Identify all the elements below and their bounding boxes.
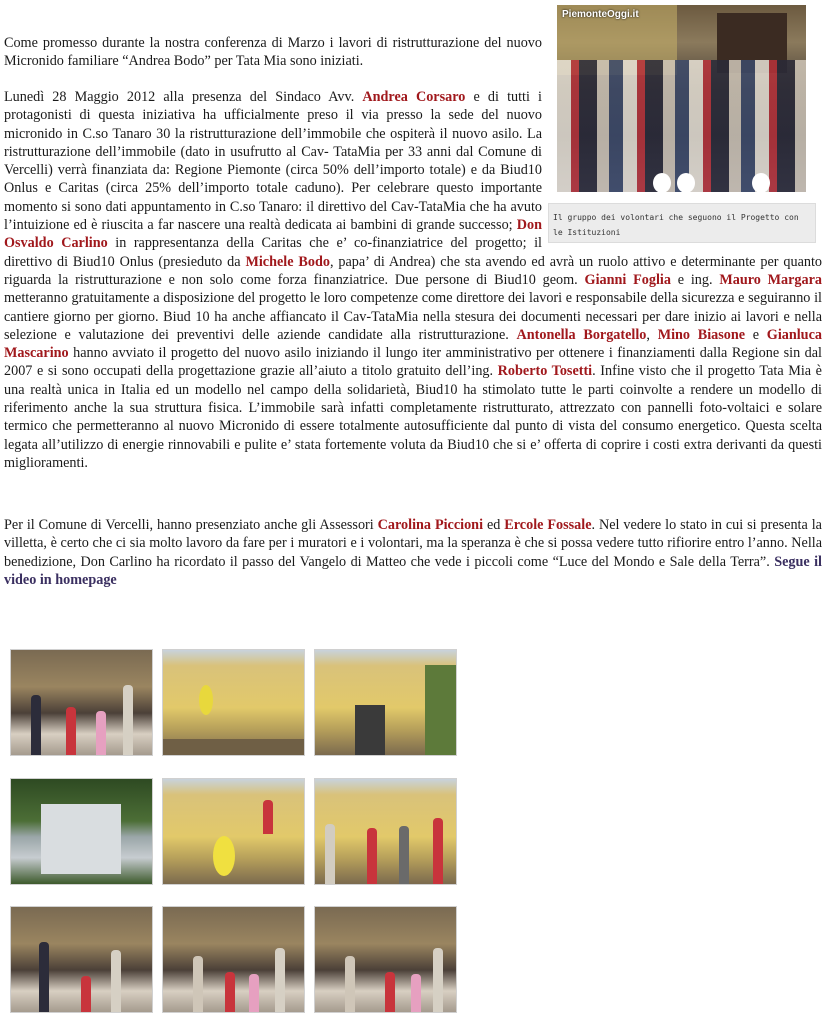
person-name: Gianni Foglia — [584, 271, 671, 288]
gallery-thumbnail[interactable] — [314, 778, 457, 885]
closing-paragraph: Per il Comune di Vercelli, hanno presenziato anche gli Assessori Carolina Piccioni ed Ercole Fossale. Nel vedere lo stato in cui si presenta la villetta, è certo che ci sia molto lavoro da fare per i muratori e i volontari, ma la speranza è che si possa vedere tutto rifiorire entro l’anno. Nella benedizione, Don Carlino ha ricordato il passo del Vangelo di Matteo che vede i piccoli come “Luce del Mondo e Sale della Terra”. Segue il video in homepage — [4, 517, 822, 588]
intro-paragraph: Come promesso durante la nostra conferenza di Marzo i lavori di ristrutturazione del nuovo Micronido familiare “Andrea Bodo” per Tata Mia sono iniziati. — [4, 35, 542, 70]
video-homepage-link[interactable]: Segue il video in homepage — [4, 553, 822, 588]
person-name: Antonella Borgatello — [516, 326, 647, 343]
person-name: Andrea Corsaro — [362, 89, 466, 105]
person-name: Ercole Fossale — [504, 517, 592, 533]
person-name: Gianluca Mascarino — [4, 326, 822, 362]
gallery-thumbnail[interactable] — [162, 649, 305, 756]
person-name: Mauro Margara — [719, 271, 823, 288]
gallery-thumbnail[interactable] — [314, 906, 457, 1013]
gallery-thumbnail[interactable] — [162, 778, 305, 885]
gallery-thumbnail[interactable] — [10, 649, 153, 756]
main-paragraph: Lunedì 28 Maggio 2012 alla presenza del Sindaco Avv. Andrea Corsaro e di tutti i protagonisti di questa iniziativa ha ufficialmente preso il via presso la sede del nuovo micronido in C.so Tanaro 30 la ristrutturazione dell’immobile che ospiterà il nuovo asilo. La ristrutturazione dell’immobile (dato in usufrutto al Cav- TataMia per 33 anni dal Comune di Vercelli) verrà finanziata da: Regione Piemonte (circa 50% dell’importo totale) e da Biud10 Onlus e Caritas (circa 25% dell’importo totale caduno). Per celebrare questo importante momento si sono dati appuntamento in C.so Tanaro: il direttivo del Cav-TataMia che ha avuto l’intuizione ed è riuscita a far nascere una realtà dedicata ai bambini di grande successo; Don Osvaldo Carlino in rappresentanza della Caritas che e’ co-finanziatrice del progetto; il direttivo di Biud10 Onlus (presieduto da Michele Bodo, papa’ di Andrea) che sta avendo ed avrà un ruolo attivo e determinante per quanto riguarda la ristrutturazione e non solo come forza finanziatrice. Due persone di Biud10 geom. Gianni Foglia e ing. Mauro Margara metteranno gratuitamente a disposizione del progetto le loro competenze come direttore dei lavori e responsabile della sicurezza e seguiranno il cantiere giorno per giorno. Biud 10 ha anche affiancato il Cav-TataMia nella stesura dei documenti necessari per dare inizio ai lavori e nella selezione e valutazione dei preventivi delle aziende candidate alla ristrutturazione. Antonella Borgatello, Mino Biasone e Gianluca Mascarino hanno avviato il progetto del nuovo asilo iniziando il lungo iter amministrativo per ottenere i finanziamenti dalla Regione sin dal 2007 e si sono occupati della progettazione grazie all’aiuto a titolo gratuito dell’ing. Roberto Tosetti. Infine visto che il progetto Tata Mia è una realtà unica in Italia ed un modello nel campo della solidarietà, Biud10 ha stimolato tutte le parti coinvolte a rendere un modello di riferimento anche la sua struttura fisica. L’immobile sarà infatti completamente ristrutturato, attrezzato con pannelli foto-voltaici e solare termico che permetteranno al nuovo Micronido di essere totalmente autosufficiente dal punto di vista del consumo energetico. Questa scelta legata all’utilizzo di energie rinnovabili e pulite e’ stata fortemente voluta da Biud10 che si e’ offerta di coprire i costi extra derivanti da questi miglioramenti. — [4, 89, 823, 471]
person-name: Michele Bodo — [245, 253, 330, 270]
person-name: Mino Biasone — [657, 326, 746, 343]
gallery-thumbnail[interactable] — [10, 778, 153, 885]
gallery-thumbnail[interactable] — [314, 649, 457, 756]
photo-caption-box — [548, 203, 816, 243]
person-name: Don Osvaldo Carlino — [4, 217, 542, 252]
gallery-thumbnail[interactable] — [10, 906, 153, 1013]
photo-caption: Il gruppo dei volontari che seguono il Progetto con le Istituzioni — [553, 213, 799, 237]
person-name: Carolina Piccioni — [377, 517, 484, 533]
gallery-thumbnail[interactable] — [162, 906, 305, 1013]
photo-watermark: PiemonteOggi.it — [562, 9, 639, 20]
group-photo[interactable] — [557, 5, 806, 192]
person-name: Roberto Tosetti — [497, 363, 593, 380]
